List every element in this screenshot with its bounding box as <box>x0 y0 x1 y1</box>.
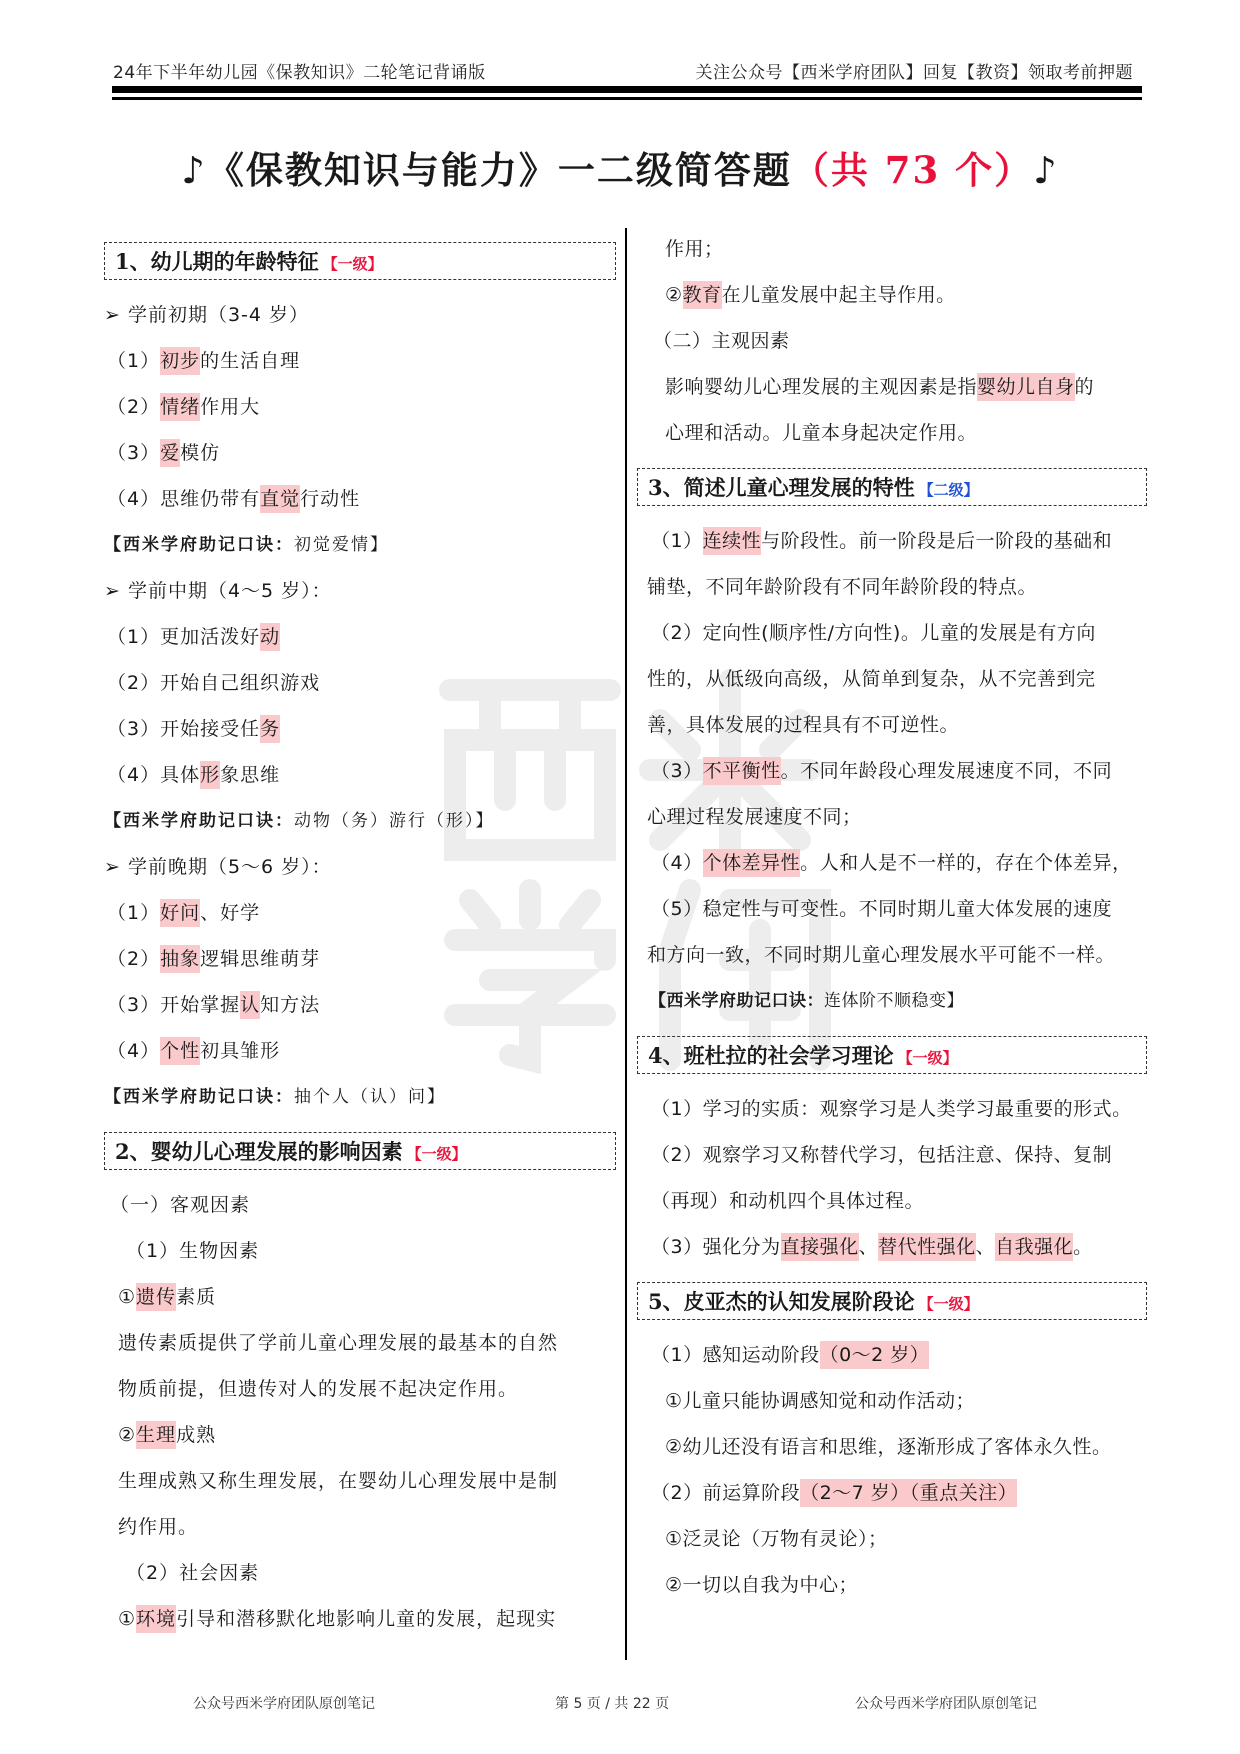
text-segment: （1）生物因素 <box>126 1240 260 1262</box>
text-segment: ②一切以自我为中心； <box>665 1574 859 1596</box>
footer-page-number: 第 5 页 / 共 22 页 <box>555 1696 670 1712</box>
mnemonic-text: 动物（务）游行（形）】 <box>294 811 495 831</box>
text-segment: （2）开始自己组织游戏 <box>107 672 321 694</box>
header-right-text: 关注公众号【西米学府团队】回复【教资】领取考前押题 <box>695 63 1133 83</box>
text-segment: （3） <box>651 760 703 782</box>
text-segment: （1） <box>651 530 703 552</box>
highlighted-keyword: 动 <box>260 623 280 651</box>
column-divider <box>625 228 627 1660</box>
footer-right: 公众号西米学府团队原创笔记 <box>855 1696 1037 1712</box>
text-segment: 性的，从低级向高级，从简单到复杂，从不完善到完 <box>647 668 1096 690</box>
text-segment: 的 <box>1074 376 1095 398</box>
text-segment: 象思维 <box>220 764 281 786</box>
text-segment: （4） <box>651 852 703 874</box>
text-segment: （1）感知运动阶段 <box>651 1344 820 1366</box>
mnemonic-line <box>104 1074 616 1120</box>
level-badge: 【一级】 <box>918 1295 979 1313</box>
footer-left: 公众号西米学府团队原创笔记 <box>193 1696 375 1712</box>
text-line <box>637 272 1147 318</box>
section-heading <box>104 242 616 280</box>
highlighted-keyword: 爱 <box>160 439 180 467</box>
text-segment: 。不同年龄段心理发展速度不同，不同 <box>780 760 1113 782</box>
mnemonic-line <box>104 522 616 568</box>
text-segment: 作用大 <box>200 396 261 418</box>
text-line <box>104 292 616 338</box>
highlighted-keyword: 生理 <box>136 1421 176 1449</box>
text-segment: （3）开始掌握 <box>107 994 241 1016</box>
text-segment: 约作用。 <box>118 1516 199 1538</box>
text-segment: ➢ 学前中期（4～5 岁）： <box>104 580 332 602</box>
text-line <box>637 1132 1147 1178</box>
text-line <box>104 338 616 384</box>
text-segment: （4）具体 <box>107 764 201 786</box>
section-title: 1、幼儿期的年龄特征 <box>115 249 319 274</box>
text-segment: ➢ 学前晚期（5～6 岁）： <box>104 856 332 878</box>
highlighted-keyword: 自我强化 <box>995 1233 1073 1261</box>
highlighted-keyword: 务 <box>260 715 280 743</box>
text-line <box>104 614 616 660</box>
text-line <box>104 1596 616 1642</box>
mnemonic-label: 【西米学府助记口诀： <box>104 1087 294 1107</box>
text-line <box>104 660 616 706</box>
mnemonic-text: 连体阶不顺稳变】 <box>824 991 964 1011</box>
mnemonic-text: 初觉爱情】 <box>294 535 389 555</box>
left-column <box>104 242 616 1642</box>
text-segment: （1）学习的实质：观察学习是人类学习最重要的形式。 <box>651 1098 1132 1120</box>
title-count: （共 73 个） <box>791 148 1034 192</box>
text-line <box>637 702 1147 748</box>
text-segment: ② <box>665 284 683 306</box>
mnemonic-label: 【西米学府助记口诀： <box>104 535 294 555</box>
text-segment: （1）更加活泼好 <box>107 626 261 648</box>
text-segment: 、好学 <box>200 902 261 924</box>
text-line <box>104 752 616 798</box>
section-title: 5、皮亚杰的认知发展阶段论 <box>648 1289 915 1314</box>
text-segment: （2）前运算阶段 <box>651 1482 801 1504</box>
text-segment: 。 <box>1073 1236 1093 1258</box>
text-line <box>104 1028 616 1074</box>
right-column <box>637 226 1147 1608</box>
highlighted-keyword: 不平衡性 <box>703 757 781 785</box>
text-segment: 、 <box>858 1236 879 1258</box>
text-segment: （1） <box>107 902 161 924</box>
mnemonic-label: 【西米学府助记口诀： <box>649 991 824 1011</box>
text-line <box>637 1086 1147 1132</box>
text-line <box>104 982 616 1028</box>
text-segment: ② <box>118 1424 137 1446</box>
highlighted-keyword: 直接强化 <box>781 1233 859 1261</box>
text-line <box>104 430 616 476</box>
text-line <box>637 1378 1147 1424</box>
title-tail: ♪ <box>1033 148 1059 192</box>
text-segment: （4）思维仍带有 <box>107 488 261 510</box>
text-segment: （一）客观因素 <box>110 1194 251 1216</box>
text-line <box>104 1366 616 1412</box>
text-segment: 的生活自理 <box>200 350 301 372</box>
highlighted-keyword: 个体差异性 <box>703 849 801 877</box>
text-segment: ①泛灵论（万物有灵论）； <box>665 1528 888 1550</box>
text-segment: 物质前提，但遗传对人的发展不起决定作用。 <box>118 1378 519 1400</box>
text-segment: ②幼儿还没有语言和思维，逐渐形成了客体永久性。 <box>665 1436 1112 1458</box>
highlighted-keyword: 抽象 <box>160 945 200 973</box>
text-line <box>637 1178 1147 1224</box>
text-segment: 遗传素质提供了学前儿童心理发展的最基本的自然 <box>118 1332 559 1354</box>
text-line <box>104 568 616 614</box>
title-main: ♪《保教知识与能力》一二级简答题 <box>181 148 792 192</box>
section-heading <box>104 1132 616 1170</box>
text-segment: ➢ 学前初期（3-4 岁） <box>104 304 310 326</box>
text-segment: ① <box>118 1286 137 1308</box>
mnemonic-line <box>104 798 616 844</box>
text-line <box>637 564 1147 610</box>
text-segment: （3）开始接受任 <box>107 718 261 740</box>
text-line <box>637 610 1147 656</box>
section-title: 3、简述儿童心理发展的特性 <box>648 475 915 500</box>
text-segment: 初具雏形 <box>200 1040 281 1062</box>
text-line <box>637 318 1147 364</box>
highlighted-keyword: 个性 <box>160 1037 200 1065</box>
text-segment: （3）强化分为 <box>651 1236 781 1258</box>
highlighted-keyword: 教育 <box>683 281 722 309</box>
text-line <box>104 1458 616 1504</box>
text-segment: （2）观察学习又称替代学习，包括注意、保持、复制 <box>651 1144 1113 1166</box>
mnemonic-label: 【西米学府助记口诀： <box>104 811 294 831</box>
text-segment: （5）稳定性与可变性。不同时期儿童大体发展的速度 <box>651 898 1113 920</box>
text-line <box>637 1470 1147 1516</box>
text-segment: 影响婴幼儿心理发展的主观因素是指 <box>665 376 978 398</box>
text-line <box>104 936 616 982</box>
page-title <box>0 140 1240 194</box>
text-line <box>637 1332 1147 1378</box>
mnemonic-text: 抽个人（认）问】 <box>294 1087 446 1107</box>
text-line <box>637 1562 1147 1608</box>
text-segment: 生理成熟又称生理发展，在婴幼儿心理发展中是制 <box>118 1470 559 1492</box>
text-line <box>104 844 616 890</box>
highlighted-keyword: （0～2 岁） <box>820 1341 930 1369</box>
text-line <box>104 384 616 430</box>
section-heading <box>637 1036 1147 1074</box>
highlighted-keyword: 婴幼儿自身 <box>977 373 1075 401</box>
highlighted-keyword: 连续性 <box>703 527 762 555</box>
text-line <box>637 518 1147 564</box>
text-segment: （4） <box>107 1040 161 1062</box>
text-segment: （1） <box>107 350 161 372</box>
text-segment: 成熟 <box>176 1424 217 1446</box>
section-heading <box>637 1282 1147 1320</box>
text-segment: （2） <box>107 396 161 418</box>
text-segment: （二）主观因素 <box>653 330 790 352</box>
text-line <box>637 656 1147 702</box>
mnemonic-line <box>637 978 1147 1024</box>
text-line <box>104 476 616 522</box>
text-segment: （再现）和动机四个具体过程。 <box>651 1190 925 1212</box>
level-badge: 【一级】 <box>406 1145 467 1163</box>
text-segment: 和方向一致，不同时期儿童心理发展水平可能不一样。 <box>647 944 1116 966</box>
highlighted-keyword: 遗传 <box>136 1283 176 1311</box>
text-segment: 作用； <box>665 238 724 260</box>
text-segment: 。人和人是不一样的，存在个体差异， <box>800 852 1132 874</box>
text-line <box>637 1224 1147 1270</box>
highlighted-keyword: 替代性强化 <box>878 1233 976 1261</box>
text-segment: （3） <box>107 442 161 464</box>
text-segment: （2）定向性(顺序性/方向性)。儿童的发展是有方向 <box>651 622 1096 644</box>
text-segment: 行动性 <box>300 488 361 510</box>
text-line <box>104 890 616 936</box>
text-segment: 模仿 <box>180 442 221 464</box>
text-line <box>637 794 1147 840</box>
text-line <box>637 840 1147 886</box>
text-line <box>637 226 1147 272</box>
text-segment: （2）社会因素 <box>126 1562 260 1584</box>
text-line <box>637 1424 1147 1470</box>
text-segment: ①儿童只能协调感知觉和动作活动； <box>665 1390 976 1412</box>
highlighted-keyword: 形 <box>200 761 220 789</box>
highlighted-keyword: （2～7 岁）（重点关注） <box>800 1479 1017 1507</box>
section-title: 4、班杜拉的社会学习理论 <box>648 1043 894 1068</box>
text-line <box>637 932 1147 978</box>
level-badge: 【一级】 <box>897 1049 958 1067</box>
highlighted-keyword: 认 <box>240 991 260 1019</box>
section-title: 2、婴幼儿心理发展的影响因素 <box>115 1139 403 1164</box>
section-heading <box>637 468 1147 506</box>
text-line <box>104 1274 616 1320</box>
text-segment: 、 <box>975 1236 996 1258</box>
text-line <box>104 1504 616 1550</box>
text-line <box>104 1412 616 1458</box>
text-segment: 素质 <box>176 1286 217 1308</box>
text-line <box>637 364 1147 410</box>
text-segment: 铺垫，不同年龄阶段有不同年龄阶段的特点。 <box>647 576 1038 598</box>
text-line <box>104 1320 616 1366</box>
text-segment: 在儿童发展中起主导作用。 <box>721 284 956 306</box>
text-line <box>104 706 616 752</box>
header-rule-thick <box>112 86 1142 93</box>
text-segment: 逻辑思维萌芽 <box>200 948 321 970</box>
highlighted-keyword: 好问 <box>160 899 200 927</box>
text-segment: 引导和潜移默化地影响儿童的发展，起现实 <box>176 1608 557 1630</box>
highlighted-keyword: 初步 <box>160 347 200 375</box>
level-badge: 【二级】 <box>918 481 979 499</box>
text-segment: 善，具体发展的过程具有不可逆性。 <box>647 714 960 736</box>
text-line <box>637 1516 1147 1562</box>
text-segment: 心理和活动。儿童本身起决定作用。 <box>665 422 978 444</box>
highlighted-keyword: 直觉 <box>260 485 300 513</box>
text-segment: （2） <box>107 948 161 970</box>
text-line <box>104 1182 616 1228</box>
header-rule-thin <box>112 97 1142 100</box>
level-badge: 【一级】 <box>322 255 383 273</box>
text-segment: 心理过程发展速度不同； <box>647 806 862 828</box>
text-line <box>104 1228 616 1274</box>
text-line <box>104 1550 616 1596</box>
text-segment: 知方法 <box>260 994 321 1016</box>
text-line <box>637 748 1147 794</box>
text-segment: ① <box>118 1608 137 1630</box>
highlighted-keyword: 环境 <box>136 1605 176 1633</box>
header-left-text: 24年下半年幼儿园《保教知识》二轮笔记背诵版 <box>113 63 486 83</box>
highlighted-keyword: 情绪 <box>160 393 200 421</box>
text-segment: 与阶段性。前一阶段是后一阶段的基础和 <box>761 530 1113 552</box>
text-line <box>637 886 1147 932</box>
text-line <box>637 410 1147 456</box>
